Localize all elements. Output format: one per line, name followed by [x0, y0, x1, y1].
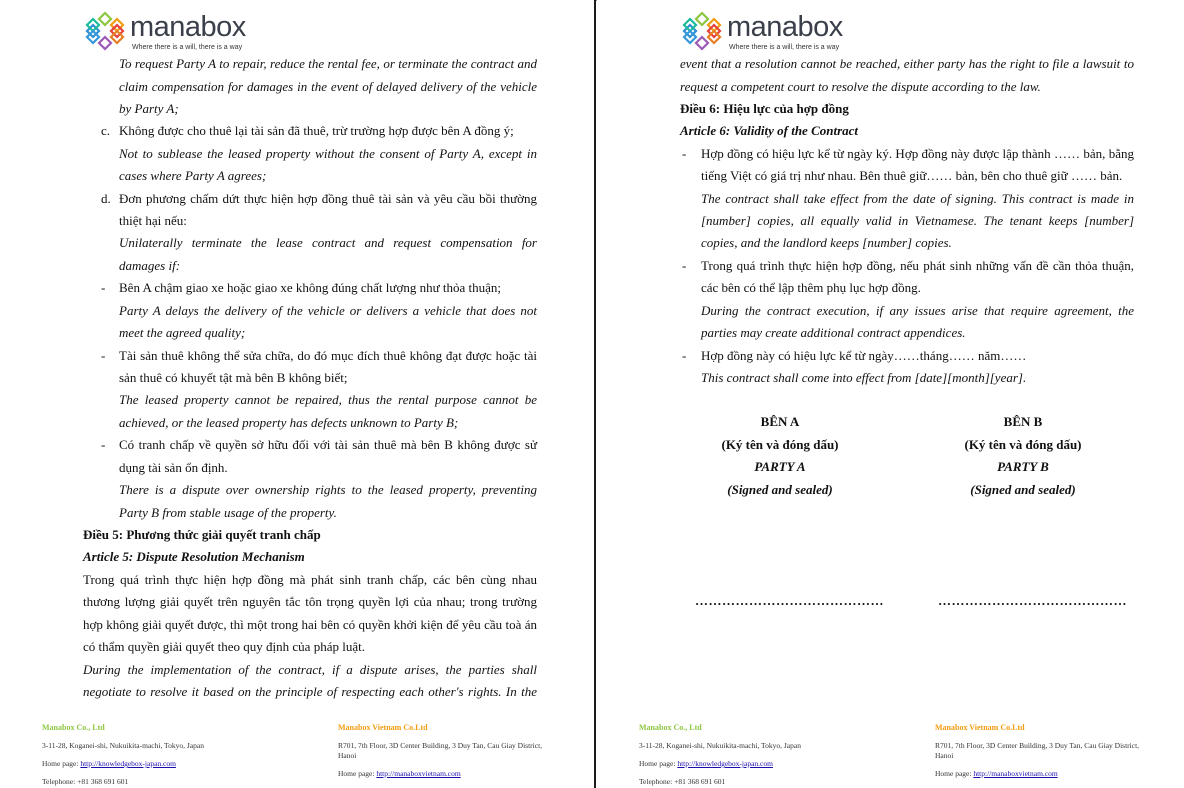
section-heading-en: Article 6: Validity of the Contract [680, 123, 859, 138]
list-marker: - [101, 437, 106, 452]
text-line: sản thuê có khuyết tật mà bên B không biết; [119, 370, 348, 385]
text-line: achieved, or the leased property has defects unknown to Party B; [119, 415, 459, 430]
signature-line: …………………………………… [938, 593, 1127, 608]
footer-homepage-vn [338, 769, 461, 779]
text-line: by Party A; [119, 101, 179, 116]
text-line: thiệt hại nếu: [119, 213, 187, 228]
footer-telephone-jp: Telephone: +81 368 691 601 [42, 777, 129, 786]
text-line: parties may create additional contract appendices. [701, 325, 966, 340]
text-line: [number] copies, all equally valid in Vietnamese. The tenant keeps [number] [701, 213, 1134, 228]
text-line: Party B from stable usage of the property. [119, 505, 337, 520]
footer-company-jp: Manabox Co., Ltd [42, 723, 105, 732]
text-line: tiếng Việt có giá trị như nhau. Bên thuê giữ…… bản, bên cho thuê giữ …… bản. [701, 168, 1123, 183]
text-line: request a competent court to resolve the dispute according to the law. [680, 79, 1041, 94]
text-line: claim compensation for damages in the event of delayed delivery of the vehicle [119, 79, 537, 94]
text-line: To request Party A to repair, reduce the rental fee, or terminate the contract and [119, 56, 537, 71]
footer-address-jp: 3-11-28, Koganei-shi, Nukuikita-machi, Tokyo, Japan [42, 741, 204, 750]
text-line: The contract shall take effect from the date of signing. This contract is made in [701, 191, 1134, 206]
party-b-note: (Ký tên và đóng dấu) [964, 437, 1082, 452]
text-line: Party A delays the delivery of the vehicle or delivers a vehicle that does not [119, 303, 537, 318]
homepage-label: Home page: [338, 769, 377, 778]
party-a-note-en: (Signed and sealed) [727, 482, 833, 497]
text-line: During the implementation of the contract, if a dispute arises, the parties shall [83, 662, 537, 677]
list-marker: c. [101, 123, 111, 138]
party-a-note: (Ký tên và đóng dấu) [721, 437, 839, 452]
footer-telephone-jp: Telephone: +81 368 691 601 [639, 777, 726, 786]
text-line: Tài sản thuê không thể sửa chữa, do đó mục đích thuê không đạt được hoặc tài [119, 348, 537, 363]
section-heading-en: Article 5: Dispute Resolution Mechanism [83, 549, 305, 564]
party-b-title-en: PARTY B [997, 459, 1049, 474]
list-marker: - [682, 258, 687, 273]
party-b-title: BÊN B [1003, 414, 1043, 429]
homepage-label: Home page: [935, 769, 974, 778]
footer-homepage-jp [639, 759, 773, 769]
party-a-title-en: PARTY A [754, 459, 806, 474]
list-marker: d. [101, 191, 111, 206]
text-line: This contract shall come into effect from [date][month][year]. [701, 370, 1027, 385]
homepage-link-vn[interactable]: http://manaboxvietnam.com [376, 769, 461, 778]
brand-name: manabox [130, 11, 246, 43]
address-line: Hanoi [338, 751, 357, 760]
text-line: Đơn phương chấm dứt thực hiện hợp đồng thuê tài sản và yêu cầu bồi thường [119, 191, 537, 206]
list-marker: - [682, 146, 687, 161]
document-page-right [597, 0, 1184, 788]
footer-company-jp: Manabox Co., Ltd [639, 723, 702, 732]
text-line: Bên A chậm giao xe hoặc giao xe không đúng chất lượng như thỏa thuận; [119, 280, 501, 295]
text-line: event that a resolution cannot be reached, either party has the right to file a lawsuit to [680, 56, 1134, 71]
text-line: dụng tài sản ổn định. [119, 460, 228, 475]
list-marker: - [682, 348, 687, 363]
homepage-link-jp[interactable]: http://knowledgebox-japan.com [80, 759, 176, 768]
text-line: Not to sublease the leased property without the consent of Party A, except in [119, 146, 537, 161]
text-line: meet the agreed quality; [119, 325, 246, 340]
text-line: thương lượng giải quyết trên nguyên tắc tôn trọng quyền lợi của nhau; trong trường [83, 594, 537, 609]
text-line: The leased property cannot be repaired, thus the rental purpose cannot be [119, 392, 537, 407]
text-line: Hợp đồng này có hiệu lực kể từ ngày……tháng…… năm…… [701, 348, 1027, 363]
party-a-title: BÊN A [760, 414, 800, 429]
manabox-logo [681, 10, 921, 54]
address-line: Hanoi [935, 751, 954, 760]
footer-homepage-jp [42, 759, 176, 769]
manabox-logo-mark [681, 10, 723, 52]
text-line: copies, and the landlord keeps [number] copies. [701, 235, 952, 250]
footer-address-vn [338, 741, 578, 761]
text-line: có thẩm quyền giải quyết theo quy định của pháp luật. [83, 639, 365, 654]
text-line: Trong quá trình thực hiện hợp đồng, nếu phát sinh những vấn đề cần thỏa thuận, [701, 258, 1134, 273]
signature-line: …………………………………… [695, 593, 884, 608]
page-divider [594, 0, 596, 788]
text-line: các bên có thể lập thêm phụ lục hợp đồng. [701, 280, 921, 295]
text-line: Có tranh chấp về quyền sở hữu đối với tài sản thuê mà bên B không được sử [119, 437, 537, 452]
address-line: R701, 7th Floor, 3D Center Building, 3 Duy Tan, Cau Giay District, [935, 741, 1140, 750]
manabox-logo [84, 10, 324, 54]
text-line: hợp không giải quyết được, thì một trong hai bên có quyền khởi kiện để yêu cầu toà án [83, 617, 537, 632]
section-heading: Điều 6: Hiệu lực của hợp đồng [680, 101, 849, 116]
brand-tagline: Where there is a will, there is a way [729, 44, 840, 51]
footer-homepage-vn [935, 769, 1058, 779]
text-line: negotiate to resolve it based on the principle of respecting each other's rights. In the [83, 684, 537, 699]
list-marker: - [101, 348, 106, 363]
footer-company-vn: Manabox Vietnam Co.Ltd [935, 723, 1025, 732]
footer-address-vn [935, 741, 1175, 761]
text-line: Unilaterally terminate the lease contract and request compensation for [119, 235, 537, 250]
homepage-link-jp[interactable]: http://knowledgebox-japan.com [677, 759, 773, 768]
footer-company-vn: Manabox Vietnam Co.Ltd [338, 723, 428, 732]
footer-address-jp: 3-11-28, Koganei-shi, Nukuikita-machi, Tokyo, Japan [639, 741, 801, 750]
section-heading: Điều 5: Phương thức giải quyết tranh chấp [83, 527, 321, 542]
text-line: Không được cho thuê lại tài sản đã thuê, trừ trường hợp được bên A đồng ý; [119, 123, 514, 138]
party-b-note-en: (Signed and sealed) [970, 482, 1076, 497]
brand-tagline: Where there is a will, there is a way [132, 44, 243, 51]
address-line: R701, 7th Floor, 3D Center Building, 3 Duy Tan, Cau Giay District, [338, 741, 543, 750]
homepage-label: Home page: [42, 759, 81, 768]
text-line: There is a dispute over ownership rights to the leased property, preventing [119, 482, 537, 497]
brand-name: manabox [727, 11, 843, 43]
text-line: Trong quá trình thực hiện hợp đồng mà phát sinh tranh chấp, các bên cùng nhau [83, 572, 537, 587]
text-line: cases where Party A agrees; [119, 168, 267, 183]
homepage-label: Home page: [639, 759, 678, 768]
text-line: damages if: [119, 258, 181, 273]
manabox-logo-mark [84, 10, 126, 52]
text-line: Hợp đồng có hiệu lực kể từ ngày ký. Hợp đồng này được lập thành …… bản, bằng [701, 146, 1134, 161]
text-line: During the contract execution, if any issues arise that require agreement, the [701, 303, 1134, 318]
homepage-link-vn[interactable]: http://manaboxvietnam.com [973, 769, 1058, 778]
list-marker: - [101, 280, 106, 295]
